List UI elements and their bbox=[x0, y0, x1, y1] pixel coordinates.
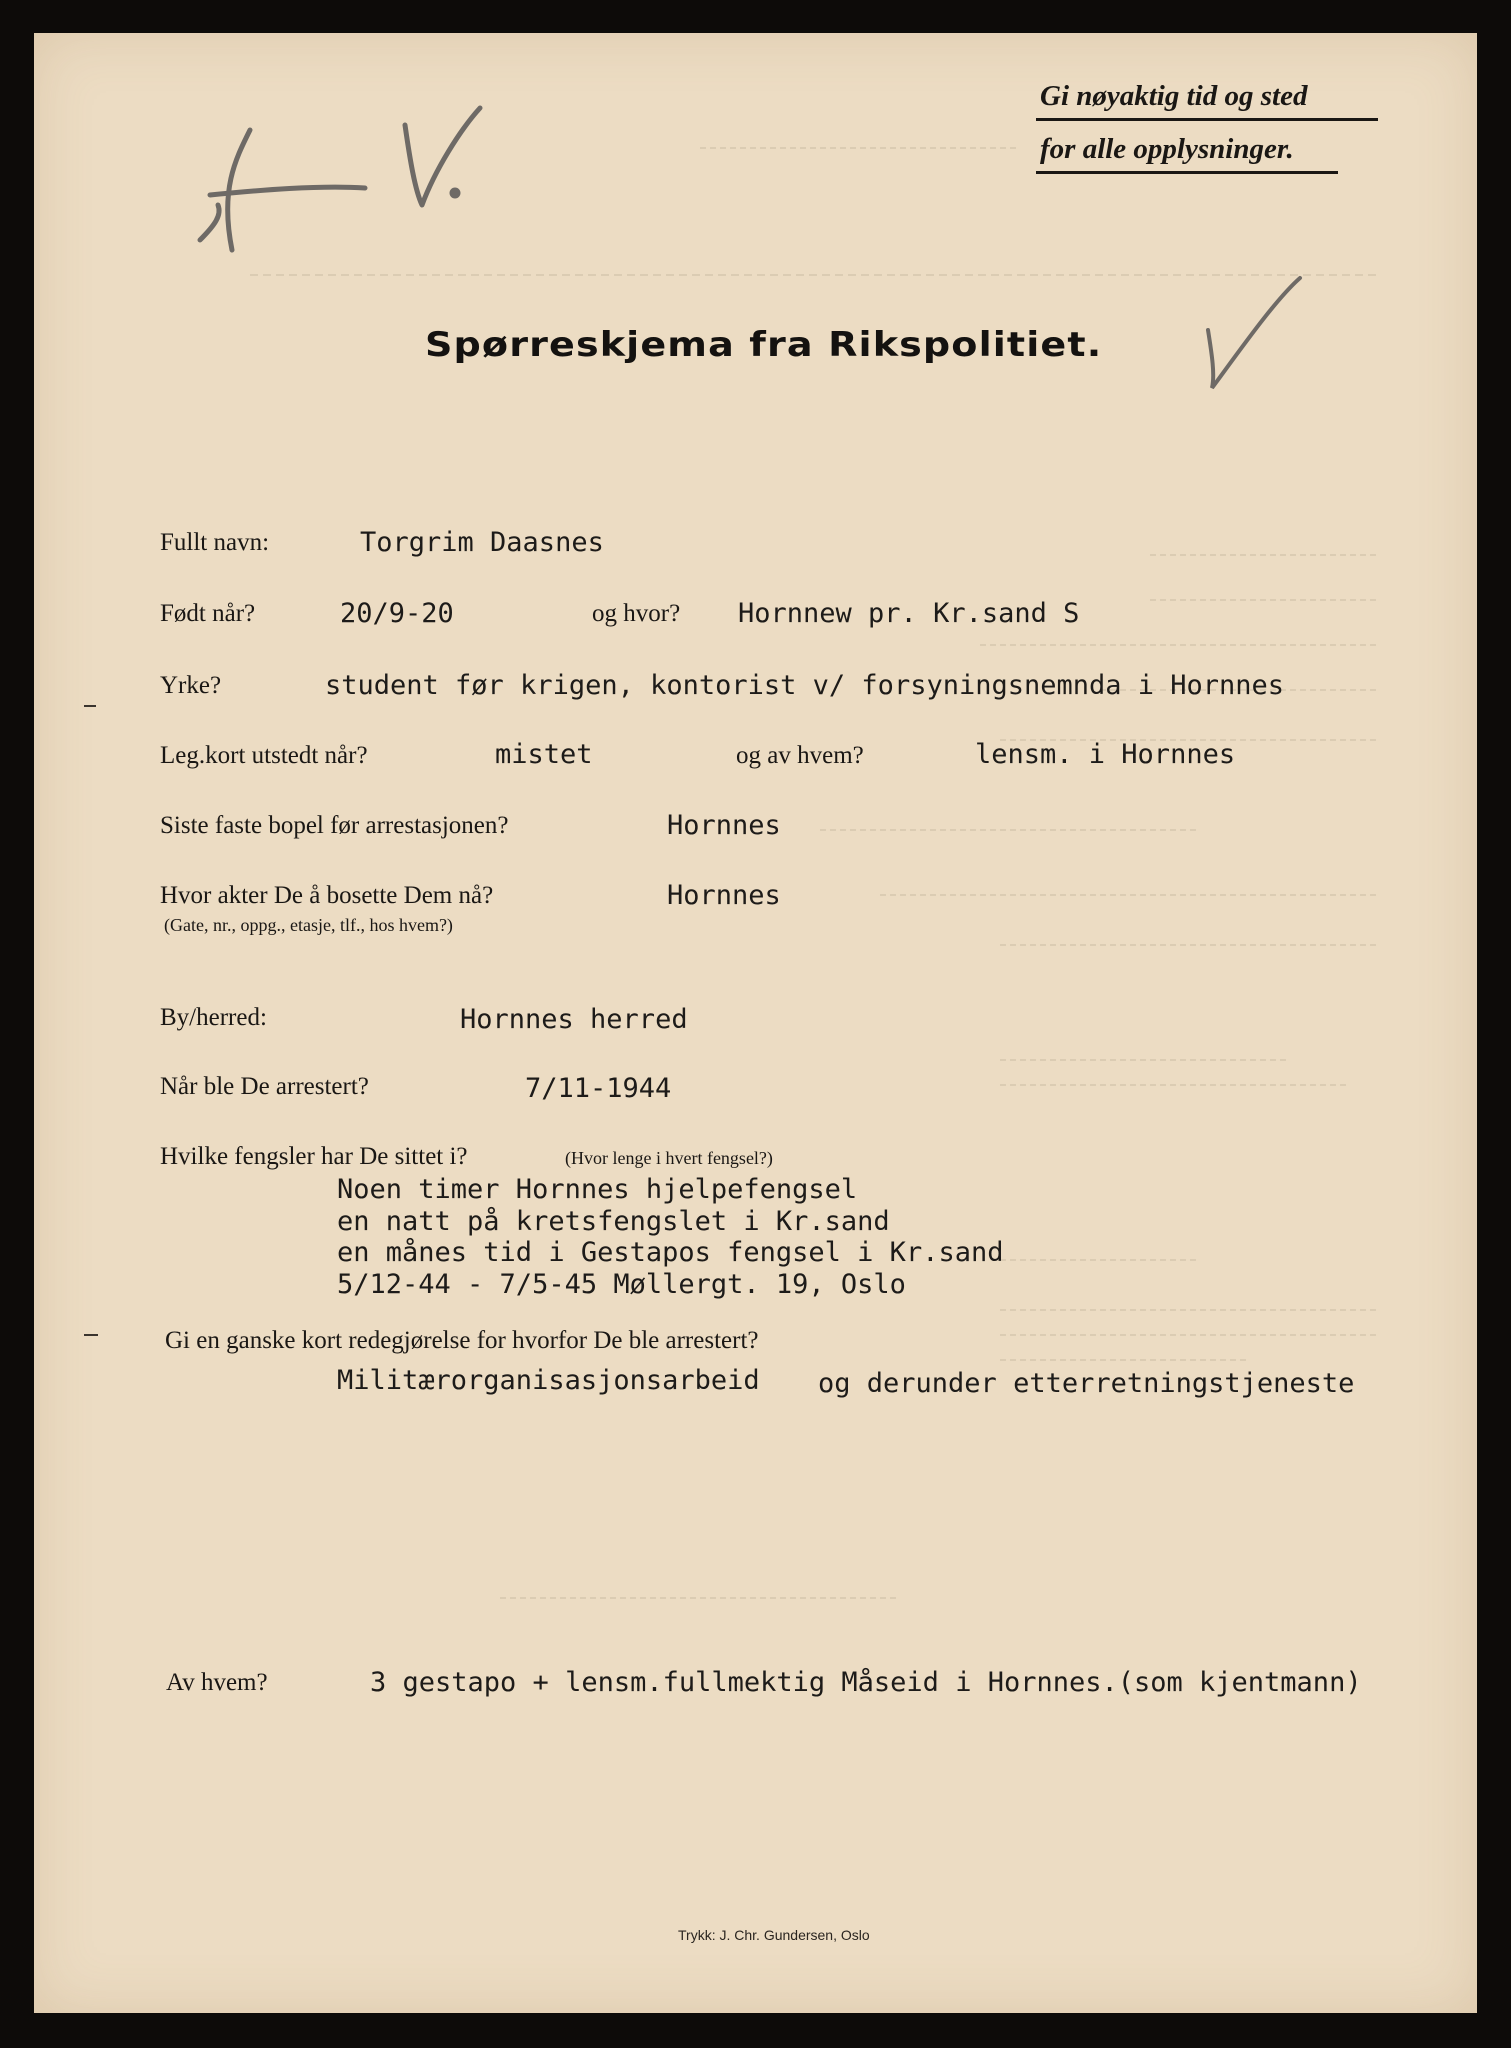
printer-imprint: Trykk: J. Chr. Gundersen, Oslo bbox=[678, 1927, 870, 1943]
occupation-label: Yrke? bbox=[160, 672, 222, 699]
full-name-label: Fullt navn: bbox=[160, 529, 270, 556]
arrested-by-value: 3 gestapo + lensm.fullmektig Måseid i Hornnes.(som kjentmann) bbox=[370, 1667, 1362, 1698]
prison-line-4: 5/12-44 - 7/5-45 Møllergt. 19, Oslo bbox=[337, 1269, 906, 1300]
born-when-label: Født når? bbox=[160, 600, 256, 627]
id-issued-when-label: Leg.kort utstedt når? bbox=[160, 742, 368, 769]
header-note-line1: Gi nøyaktig tid og sted bbox=[1040, 80, 1308, 112]
settle-where-label: Hvor akter De å bosette Dem nå? bbox=[160, 882, 494, 909]
id-issued-by-label: og av hvem? bbox=[736, 742, 864, 769]
page-title: Spørreskjema fra Rikspolitiet. bbox=[425, 325, 1103, 365]
full-name-value: Torgrim Daasnes bbox=[360, 527, 604, 558]
born-when-value: 20/9-20 bbox=[340, 598, 454, 629]
born-where-value: Hornnew pr. Kr.sand S bbox=[738, 598, 1080, 629]
occupation-value: student før krigen, kontorist v/ forsyningsnemnda i Hornnes bbox=[325, 670, 1285, 701]
municipality-value: Hornnes herred bbox=[460, 1004, 688, 1035]
municipality-label: By/herred: bbox=[160, 1004, 267, 1031]
arrested-when-label: Når ble De arrestert? bbox=[160, 1073, 369, 1100]
arrested-by-label: Av hvem? bbox=[166, 1669, 268, 1696]
header-note-line2: for alle opplysninger. bbox=[1040, 133, 1294, 165]
settle-where-sublabel: (Gate, nr., oppg., etasje, tlf., hos hvem?) bbox=[164, 915, 453, 935]
prison-line-2: en natt på kretsfengslet i Kr.sand bbox=[337, 1206, 890, 1237]
prison-line-3: en månes tid i Gestapos fengsel i Kr.sand bbox=[337, 1237, 1004, 1268]
id-issued-by-value: lensm. i Hornnes bbox=[975, 739, 1236, 770]
arrested-when-value: 7/11-1944 bbox=[525, 1073, 672, 1104]
reason-value-part2: og derunder etterretningstjeneste bbox=[818, 1368, 1355, 1399]
prisons-sublabel: (Hvor lenge i hvert fengsel?) bbox=[565, 1148, 773, 1168]
reason-value-part1: Militærorganisasjonsarbeid bbox=[337, 1365, 760, 1396]
prison-line-1: Noen timer Hornnes hjelpefengsel bbox=[337, 1174, 858, 1205]
born-where-label: og hvor? bbox=[592, 600, 681, 627]
id-issued-when-value: mistet bbox=[495, 739, 593, 770]
last-residence-value: Hornnes bbox=[667, 810, 781, 841]
last-residence-label: Siste faste bopel før arrestasjonen? bbox=[160, 812, 509, 839]
settle-where-value: Hornnes bbox=[667, 880, 781, 911]
prisons-label: Hvilke fengsler har De sittet i? bbox=[160, 1143, 468, 1170]
reason-label: Gi en ganske kort redegjørelse for hvorfor De ble arrestert? bbox=[165, 1327, 759, 1354]
